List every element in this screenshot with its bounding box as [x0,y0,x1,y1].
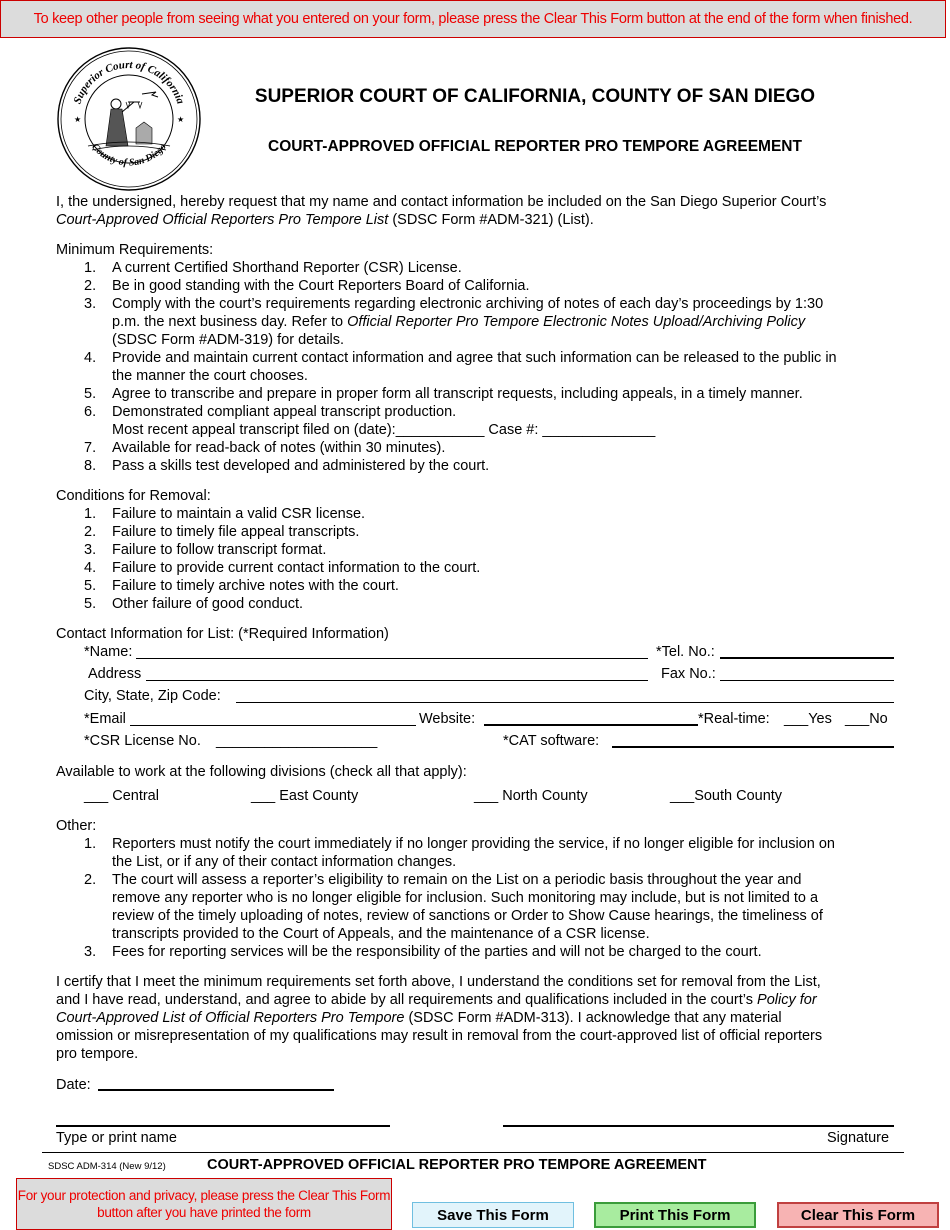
removal-num: 4. [84,560,97,576]
appeal-transcript-field[interactable]: Most recent appeal transcript filed on (date):___________ Case #: ______________ [112,422,656,438]
clear-form-button[interactable]: Clear This Form [777,1202,939,1228]
form-title: COURT-APPROVED OFFICIAL REPORTER PRO TEMPORE AGREEMENT [268,138,802,155]
removal-num: 5. [84,596,97,612]
other-item: Reporters must notify the court immediately if no longer providing the service, if no longer eligible for inclusion on [112,836,835,852]
division-east-county-option[interactable]: ___ East County [251,788,359,804]
footer-title: COURT-APPROVED OFFICIAL REPORTER PRO TEMPORE AGREEMENT [207,1157,707,1173]
removal-heading: Conditions for Removal: [56,488,211,504]
csr-license-label: *CSR License No. [84,733,201,749]
signature-label: Signature [827,1130,890,1146]
seal-top-text: Superior Court of California [71,58,187,106]
address-label: Address [88,666,142,682]
division-north-county-option[interactable]: ___ North County [474,788,588,804]
certify-text: pro tempore. [56,1046,139,1062]
removal-item: Failure to maintain a valid CSR license. [112,506,366,522]
min-req-item [112,313,805,331]
name-label: *Name: [84,644,133,660]
tel-label: *Tel. No.: [656,644,715,660]
min-req-num: 1. [84,260,97,276]
fax-field[interactable] [720,680,894,681]
print-name-label: Type or print name [56,1130,177,1146]
footer-divider [42,1152,904,1153]
other-num: 3. [84,944,97,960]
min-req-item: Comply with the court’s requirements regarding electronic archiving of notes of each day’s proceedings by 1:30 [112,296,824,312]
list-title: Court-Approved Official Reporters Pro Tempore List [56,212,389,228]
print-name-field[interactable] [56,1125,390,1127]
policy-title: Policy for [757,992,817,1008]
removal-num: 5. [84,578,97,594]
intro-line-2-rest: (SDSC Form #ADM-321) (List). [388,212,594,228]
other-item: review of the timely uploading of notes, review of sanctions or Order to Show Cause hearings, the timeliness of [112,908,823,924]
min-req-num: 2. [84,278,97,294]
other-num: 1. [84,836,97,852]
contact-heading: Contact Information for List: (*Required Information) [56,626,389,642]
csr-license-field[interactable]: ____________________ [216,733,378,749]
realtime-no-option[interactable]: ___No [845,711,888,727]
intro-line-1: I, the undersigned, hereby request that my name and contact information be included on the San Diego Superior Court’s [56,194,827,210]
realtime-yes-option[interactable]: ___Yes [784,711,832,727]
court-name-heading: SUPERIOR COURT OF CALIFORNIA, COUNTY OF SAN DIEGO [254,86,816,107]
other-item: The court will assess a reporter’s eligibility to remain on the List on a periodic basis throughout the year and [112,872,802,888]
certify-line-2: and I have read, understand, and agree to abide by all requirements and qualifications included in the court’s [56,992,758,1008]
min-req-item: Provide and maintain current contact information and agree that such information can be released to the public in [112,350,837,366]
form-number: SDSC ADM-314 (New 9/12) [48,1161,166,1172]
other-item: remove any reporter who is no longer eligible for inclusion. Such monitoring may include, but is not limited to a [112,890,819,906]
print-form-button[interactable]: Print This Form [594,1202,756,1228]
certify-text: omission or misrepresentation of my qualifications may result in removal from the court-approved list of official reporters [56,1028,823,1044]
website-field[interactable] [484,724,698,726]
policy-title-cont: Court-Approved List of Official Reporters Pro Tempore [56,1010,405,1026]
court-seal [56,46,202,192]
email-field[interactable] [130,725,416,726]
removal-num: 1. [84,506,97,522]
seal-bottom-text: County of San Diego [89,141,169,169]
date-label: Date: [56,1077,91,1093]
certify-line-3: (SDSC Form #ADM-313). I acknowledge that any material [404,1010,782,1026]
date-field[interactable] [98,1089,334,1091]
realtime-label: *Real-time: [698,711,770,727]
division-south-county-option[interactable]: ___South County [670,788,783,804]
min-req-heading: Minimum Requirements: [56,242,214,258]
privacy-banner: To keep other people from seeing what you entered on your form, please press the Clear This Form button at the end of the form when finished. [0,0,946,38]
city-label: City, State, Zip Code: [84,688,221,704]
removal-num: 3. [84,542,97,558]
other-item: Fees for reporting services will be the responsibility of the parties and will not be charged to the court. [112,944,762,960]
removal-num: 2. [84,524,97,540]
privacy-reminder: For your protection and privacy, please press the Clear This Form button after you have printed the form [16,1178,392,1230]
svg-text:★: ★ [177,115,185,124]
removal-item: Failure to follow transcript format. [112,542,327,558]
min-req-item: the manner the court chooses. [112,368,308,384]
cat-software-label: *CAT software: [503,733,600,749]
min-req-num: 5. [84,386,97,402]
min-req-3-text: p.m. the next business day. Refer to [112,314,348,330]
policy-reference: Official Reporter Pro Tempore Electronic Notes Upload/Archiving Policy [347,314,806,330]
min-req-num: 4. [84,350,97,366]
other-item: transcripts provided to the Court of Appeals, and the maintenance of a CSR license. [112,926,650,942]
min-req-num: 8. [84,458,97,474]
save-form-button[interactable]: Save This Form [412,1202,574,1228]
min-req-item: Demonstrated compliant appeal transcript production. [112,404,457,420]
min-req-num: 7. [84,440,97,456]
intro-line-2 [56,211,594,229]
tel-field[interactable] [720,657,894,659]
address-field[interactable] [146,680,648,681]
certify-text: I certify that I meet the minimum requirements set forth above, I understand the conditions set for removal from the List, [56,974,821,990]
other-num: 2. [84,872,97,888]
min-req-num: 3. [84,296,97,312]
removal-item: Failure to timely archive notes with the court. [112,578,399,594]
other-heading: Other: [56,818,97,834]
min-req-item: Be in good standing with the Court Reporters Board of California. [112,278,530,294]
min-req-item: Available for read-back of notes (within 30 minutes). [112,440,446,456]
removal-item: Failure to timely file appeal transcripts. [112,524,360,540]
min-req-item: Pass a skills test developed and administered by the court. [112,458,490,474]
svg-text:★: ★ [74,115,82,124]
fax-label: Fax No.: [661,666,716,682]
certify-text [56,991,817,1009]
cat-software-field[interactable] [612,746,894,748]
website-label: Website: [419,711,476,727]
removal-item: Failure to provide current contact information to the court. [112,560,481,576]
divisions-heading: Available to work at the following divisions (check all that apply): [56,764,467,780]
other-item: the List, or if any of their contact information changes. [112,854,457,870]
removal-item: Other failure of good conduct. [112,596,304,612]
name-field[interactable] [136,658,648,659]
min-req-item: A current Certified Shorthand Reporter (CSR) License. [112,260,462,276]
email-label: *Email [84,711,126,727]
certify-text [56,1009,782,1027]
min-req-num: 6. [84,404,97,420]
min-req-item: (SDSC Form #ADM-319) for details. [112,332,345,348]
city-state-zip-field[interactable] [236,702,894,703]
min-req-item: Agree to transcribe and prepare in proper form all transcript requests, including appeals, in a timely manner. [112,386,803,402]
division-central-option[interactable]: ___ Central [84,788,159,804]
signature-field[interactable] [503,1125,894,1127]
